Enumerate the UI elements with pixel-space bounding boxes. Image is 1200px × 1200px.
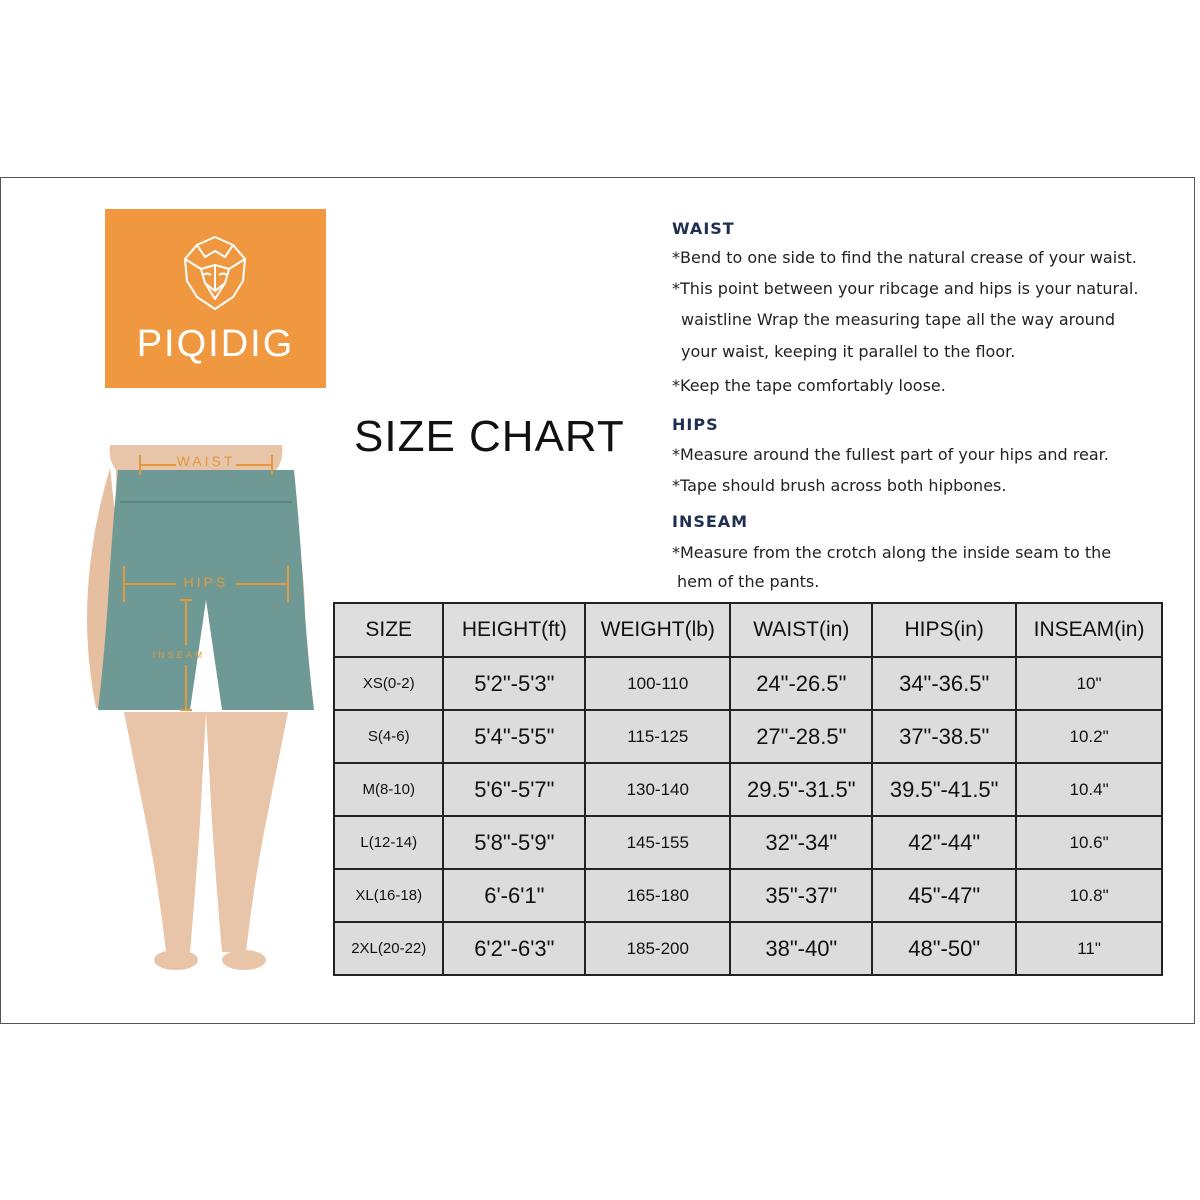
inseam-instruction-1: *Measure from the crotch along the inside seam to the: [672, 543, 1112, 562]
lion-icon: [105, 229, 326, 329]
waist-instruction-1: *Bend to one side to find the natural crease of your waist.: [672, 248, 1137, 267]
size-cell: L(12-14): [334, 816, 443, 869]
column-header-size: SIZE: [334, 603, 443, 657]
height-cell: 5'2"-5'3": [443, 657, 585, 710]
size-cell: S(4-6): [334, 710, 443, 763]
waist-instruction-2-cont: waistline Wrap the measuring tape all the way around: [681, 310, 1116, 329]
hips-heading: HIPS: [672, 415, 719, 434]
hips-cell: 37"-38.5": [872, 710, 1016, 763]
size-cell: XS(0-2): [334, 657, 443, 710]
hips-cell: 45"-47": [872, 869, 1016, 922]
waist-heading: WAIST: [672, 219, 735, 238]
hips-cell: 39.5"-41.5": [872, 763, 1016, 816]
weight-cell: 145-155: [585, 816, 730, 869]
inseam-cell: 10.8": [1016, 869, 1162, 922]
inseam-cell: 11": [1016, 922, 1162, 975]
brand-logo: [105, 209, 326, 388]
height-cell: 5'6"-5'7": [443, 763, 585, 816]
column-header-waist: WAIST(in): [730, 603, 872, 657]
size-cell: M(8-10): [334, 763, 443, 816]
height-cell: 6'2"-6'3": [443, 922, 585, 975]
hips-marker-label: HIPS: [183, 574, 229, 590]
inseam-instruction-2: hem of the pants.: [677, 572, 820, 591]
inseam-marker-label: INSEAM: [152, 650, 206, 660]
height-cell: 5'4"-5'5": [443, 710, 585, 763]
right-foot-shape: [222, 950, 266, 970]
left-foot-shape: [154, 950, 198, 970]
table-row: [334, 763, 1162, 816]
waist-cell: 38"-40": [730, 922, 872, 975]
hips-instruction-1: *Measure around the fullest part of your hips and rear.: [672, 445, 1109, 464]
waist-instruction-2: *This point between your ribcage and hips is your natural.: [672, 279, 1139, 298]
weight-cell: 130-140: [585, 763, 730, 816]
table-row: [334, 869, 1162, 922]
page-title: SIZE CHART: [354, 412, 625, 461]
table-header-row: [334, 603, 1162, 657]
size-cell: 2XL(20-22): [334, 922, 443, 975]
waist-cell: 29.5"-31.5": [730, 763, 872, 816]
waist-cell: 24"-26.5": [730, 657, 872, 710]
table-row: [334, 922, 1162, 975]
legs-shape: [124, 712, 288, 952]
waist-marker-label: WAIST: [176, 453, 236, 469]
height-cell: 6'-6'1": [443, 869, 585, 922]
column-header-inseam: INSEAM(in): [1016, 603, 1162, 657]
waist-cell: 32"-34": [730, 816, 872, 869]
inseam-cell: 10": [1016, 657, 1162, 710]
height-cell: 5'8"-5'9": [443, 816, 585, 869]
table-row: [334, 657, 1162, 710]
waist-cell: 35"-37": [730, 869, 872, 922]
shorts-shape: [98, 470, 314, 710]
column-header-weight: WEIGHT(lb): [585, 603, 730, 657]
inseam-heading: INSEAM: [672, 512, 749, 531]
weight-cell: 115-125: [585, 710, 730, 763]
waist-cell: 27"-28.5": [730, 710, 872, 763]
hips-instruction-2: *Tape should brush across both hipbones.: [672, 476, 1007, 495]
weight-cell: 165-180: [585, 869, 730, 922]
table-row: [334, 816, 1162, 869]
column-header-height: HEIGHT(ft): [443, 603, 585, 657]
inseam-cell: 10.2": [1016, 710, 1162, 763]
weight-cell: 100-110: [585, 657, 730, 710]
brand-name: PIQIDIG: [136, 323, 295, 365]
column-header-hips: HIPS(in): [872, 603, 1016, 657]
size-table: [333, 602, 1163, 976]
inseam-cell: 10.4": [1016, 763, 1162, 816]
weight-cell: 185-200: [585, 922, 730, 975]
hips-cell: 42"-44": [872, 816, 1016, 869]
inseam-cell: 10.6": [1016, 816, 1162, 869]
waist-instruction-3: *Keep the tape comfortably loose.: [672, 376, 946, 395]
size-cell: XL(16-18): [334, 869, 443, 922]
waist-instruction-2-cont2: your waist, keeping it parallel to the floor.: [681, 342, 1016, 361]
hips-cell: 48"-50": [872, 922, 1016, 975]
hips-cell: 34"-36.5": [872, 657, 1016, 710]
table-row: [334, 710, 1162, 763]
shorts-model-figure: [76, 440, 336, 1000]
